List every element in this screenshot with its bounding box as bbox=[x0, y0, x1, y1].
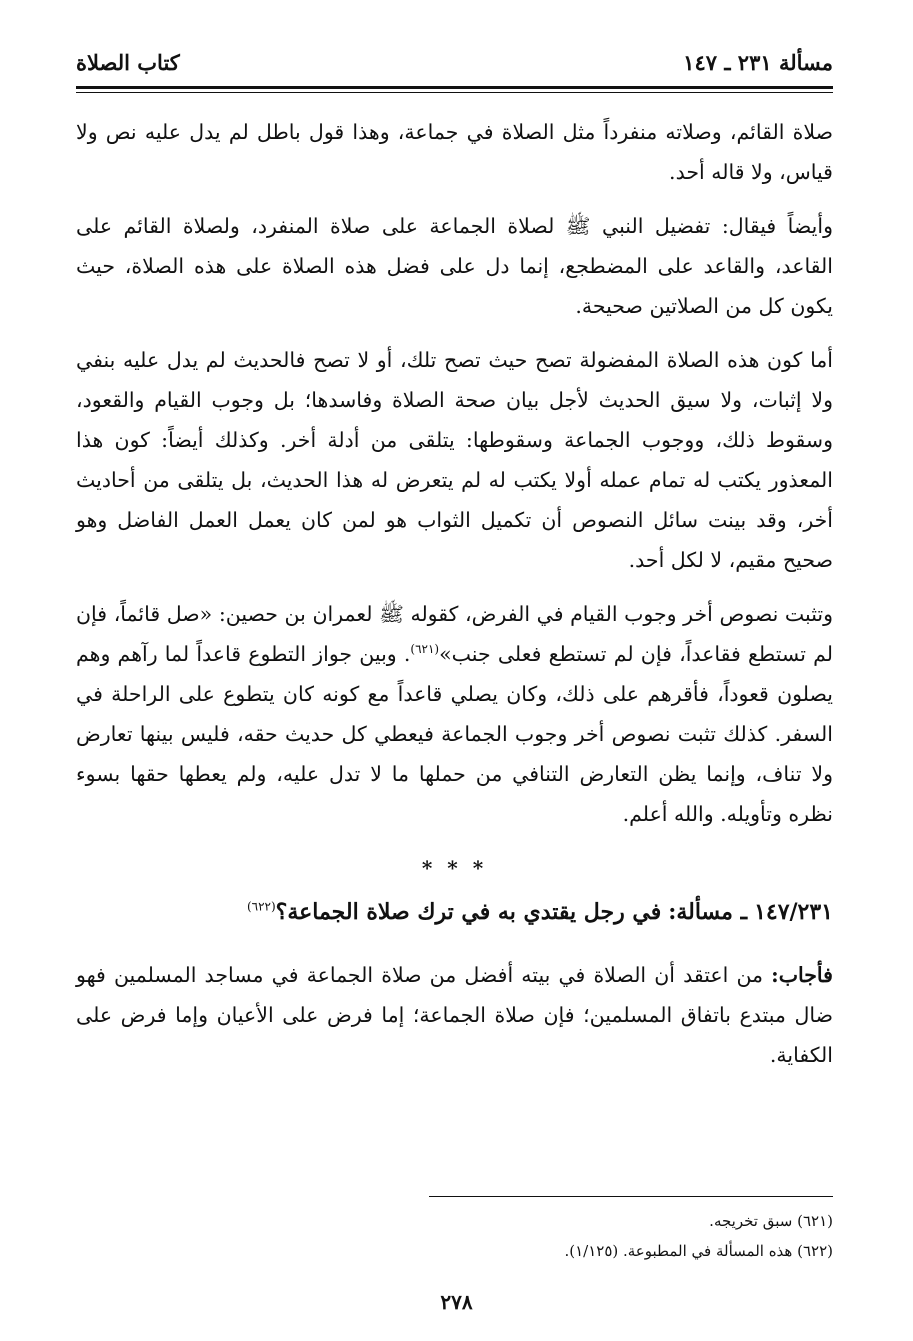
footnote-ref-621[interactable]: (٦٢١) bbox=[410, 642, 440, 657]
paragraph-4-text-after: . وبين جواز التطوع قاعداً لما رآهم وهم يصلون قعوداً، فأقرهم على ذلك، وكان يصلي قاعداً مع كونه كان يتطوع على الراحلة في السفر. كذلك تثبت نصوص أخر وجوب الجماعة فيعطي كل حديث حقه، فليس بينها تعارض ولا تناف، وإنما يظن التعارض التنافي من حملها ما لا تدل عليه، ولم يعطها حقها بسوء نظره وتأويله. والله أعلم. bbox=[76, 642, 833, 826]
footnote-rule bbox=[429, 1196, 833, 1197]
answer-paragraph bbox=[76, 955, 833, 1075]
header-book-title: كتاب الصلاة bbox=[76, 49, 180, 75]
question-heading bbox=[76, 892, 833, 933]
footnote-622: (٦٢٢) هذه المسألة في المطبوعة. (١/١٢٥). bbox=[564, 1242, 833, 1260]
question-title: في رجل يقتدي به في ترك صلاة الجماعة؟ bbox=[275, 899, 662, 925]
paragraph-1: صلاة القائم، وصلاته منفرداً مثل الصلاة في جماعة، وهذا قول باطل لم يدل عليه نص ولا قياس، ولا قاله أحد. bbox=[76, 120, 833, 184]
header-issue-number: مسألة ٢٣١ ـ ١٤٧ bbox=[683, 49, 833, 75]
paragraph-4-text-before: وتثبت نصوص أخر وجوب القيام في الفرض، كقوله ﷺ لعمران بن حصين: «صل قائماً، فإن لم تستطع فقاعداً، فإن لم تستطع فعلى جنب» bbox=[76, 602, 833, 666]
question-number: ١٤٧/٢٣١ bbox=[754, 899, 833, 925]
section-separator: * * * bbox=[421, 856, 488, 880]
answer-text: من اعتقد أن الصلاة في بيته أفضل من صلاة الجماعة في مساجد المسلمين فهو ضال مبتدع باتفاق المسلمين؛ فإن صلاة الجماعة؛ إما فرض على الأعيان وإما فرض على الكفاية. bbox=[76, 963, 833, 1067]
question-label: ـ مسألة: bbox=[668, 899, 748, 925]
answer-label: فأجاب: bbox=[771, 963, 833, 987]
paragraph-2: وأيضاً فيقال: تفضيل النبي ﷺ لصلاة الجماعة على صلاة المنفرد، ولصلاة القائم على القاعد، والقاعد على المضطجع، إنما دل على فضل هذه الصلاة على هذه الصلاة، حيث يكون كل من الصلاتين صحيحة. bbox=[76, 214, 833, 318]
footnote-ref-622[interactable]: (٦٢٢) bbox=[246, 899, 276, 914]
header-rule-thin bbox=[76, 92, 833, 93]
paragraph-4 bbox=[76, 594, 833, 834]
header-rule-thick bbox=[76, 86, 833, 89]
page-number: ٢٧٨ bbox=[440, 1290, 473, 1314]
paragraph-3: أما كون هذه الصلاة المفضولة تصح حيث تصح تلك، أو لا تصح فالحديث لم يدل عليه بنفي ولا إثبات، ولا سيق الحديث لأجل بيان صحة الصلاة وفاسدها؛ بل وجوب القيام والقعود، وسقوط ذلك، ووجوب الجماعة وسقوطها: يتلقى من أدلة أخر. وكذلك أيضاً: كون هذا المعذور يكتب له تمام عمله أولا يكتب له لم يتعرض له هذا الحديث، بل يتلقى من أحاديث أخر، وقد بينت سائل النصوص أن تكميل الثواب هو لمن كان يعمل العمل الفاضل وهو صحيح مقيم، لا لكل أحد. bbox=[76, 348, 833, 572]
footnote-621: (٦٢١) سبق تخريجه. bbox=[709, 1212, 833, 1230]
footnotes bbox=[76, 1206, 833, 1266]
main-text bbox=[76, 112, 833, 1089]
running-header bbox=[76, 44, 833, 80]
